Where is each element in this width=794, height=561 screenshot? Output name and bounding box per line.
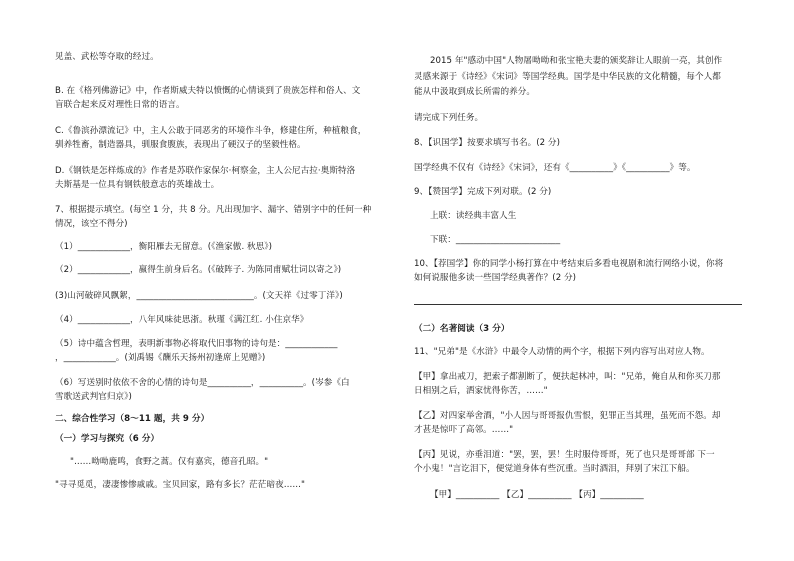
text-line: C.《鲁滨孙漂流记》中，主人公敢于同恶劣的环境作斗争，修建住所，种植粮食，: [55, 126, 367, 136]
question-11-prompt: 11、"兄弟"是《水浒》中最令人动情的两个字，根据下列内容写出对应人物。: [414, 347, 710, 357]
text-line: 请完成下列任务。: [414, 113, 484, 123]
couplet-upper: 上联：读经典丰富人生: [430, 211, 517, 221]
text-line: ，____________。(刘禹锡《酬乐天扬州初逢席上见赠》): [55, 353, 266, 363]
question-10-prompt: 10、【荐国学】你的同学小杨打算在中考结束后多看电视剧和流行网络小说，你将: [414, 259, 724, 269]
passage-yi: 【乙】对四家举舍酒，"小人因与哥哥报仇雪恨，犯罪正当其理，虽死而不怨。却: [414, 411, 721, 421]
text-line: 才甚是惊吓了高邻。……": [414, 425, 514, 435]
fill-blank-4[interactable]: （4）____________，八年风味徒思浙。秋瑾《满江红. 小住京华》: [55, 315, 309, 325]
text-line: 夫斯基是一位具有钢铁般意志的英雄战士。: [55, 180, 220, 190]
question-9-prompt: 9、【赞国学】完成下列对联。(2 分): [414, 187, 552, 197]
text-line: 雪歌送武判官归京》): [55, 392, 132, 402]
text-line: 能从中汲取到成长所需的养分。: [414, 87, 536, 97]
question-8-prompt: 8、【识国学】按要求填写书名。(2 分): [414, 138, 560, 148]
fill-blank-8[interactable]: 国学经典不仅有《诗经》《宋词》，还有《__________》《__________》等。: [414, 163, 696, 173]
fill-blank-3[interactable]: (3)山河破碎风飘絮，___________________________。(文天祥《过零丁洋》): [55, 291, 343, 301]
text-line: 驯养牲畜，制造器具，驯服食腹族，表现出了硬汉子的坚毅性格。: [55, 140, 306, 150]
text-line: 日相别之后，洒家忧得你苦，……": [414, 386, 548, 396]
passage-bing: 【丙】见说，亦垂泪道："罢，罢，罢！生时服侍哥哥，死了也只是哥哥部 下一: [414, 450, 715, 460]
subsection-heading: （二）名著阅读（3 分）: [414, 324, 510, 334]
subsection-heading: （一）学习与探究（6 分）: [55, 434, 160, 444]
text-line: D.《钢铁是怎样炼成的》作者是苏联作家保尔·柯察金，主人公尼古拉·奥斯特洛: [55, 166, 356, 176]
question-7-prompt: 7、根据提示填空。(每空 1 分，共 8 分。凡出现加字、漏字、错别字中的任何一种: [55, 205, 372, 215]
fill-blank-1[interactable]: （1）____________，衡阳雁去无留意。(《渔家傲. 秋思》): [55, 242, 273, 252]
text-line: 灵感来源于《诗经》《宋词》等国学经典。国学是中华民族的文化精髓，每个人都: [414, 72, 721, 82]
section-heading: 二、综合性学习（8～11 题，共 9 分）: [55, 414, 210, 424]
text-line: 情况，该空不得分): [55, 219, 128, 229]
passage-jia: 【甲】拿出戒刀，把索子都割断了，便扶起林冲，叫："兄弟，俺自从和你买刀那: [414, 372, 721, 382]
text-line: 盲联合起来反对理性日常的语言。: [55, 100, 185, 110]
quote-line: "……呦呦鹿鸣，食野之蒿。仅有嘉宾，德音孔昭。": [70, 457, 269, 467]
quote-line: "寻寻觅觅，凄凄惨惨戚戚。宝贝回家，路有多长？茫茫暗夜……": [55, 480, 306, 490]
text-line: 见盖、武松等夺取的经过。: [55, 52, 159, 62]
answer-blanks-11[interactable]: 【甲】__________ 【乙】__________ 【丙】__________: [430, 490, 644, 500]
fill-blank-2[interactable]: （2）____________，嬴得生前身后名。(《破阵子. 为陈同甫赋壮词以寄之》): [55, 265, 342, 275]
fill-blank-6[interactable]: （6）写送别时依依不舍的心情的诗句是__________，__________。(岑参《白: [55, 378, 350, 388]
couplet-lower-blank[interactable]: 下联：________________________: [430, 235, 561, 245]
text-line: 如何说服他多读一些国学经典著作？(2 分): [414, 273, 577, 283]
answer-line[interactable]: [414, 304, 742, 305]
fill-blank-5[interactable]: （5）诗中蕴含哲理，表明新事物必将取代旧事物的诗句是：____________: [55, 339, 338, 349]
text-line: 个小鬼！"言讫泪下，便觉道身体有些沉重。当时酒泪，拜别了宋江下船。: [414, 464, 695, 474]
text-line: 2015 年"感动中国"人物屠呦呦和张宝艳夫妻的颁奖辞让人眼前一亮，其创作: [430, 56, 723, 66]
text-line: B. 在《格列佛游记》中，作者斯威夫特以愤慨的心情谈到了贵族怎样和俗人、文: [55, 86, 361, 96]
